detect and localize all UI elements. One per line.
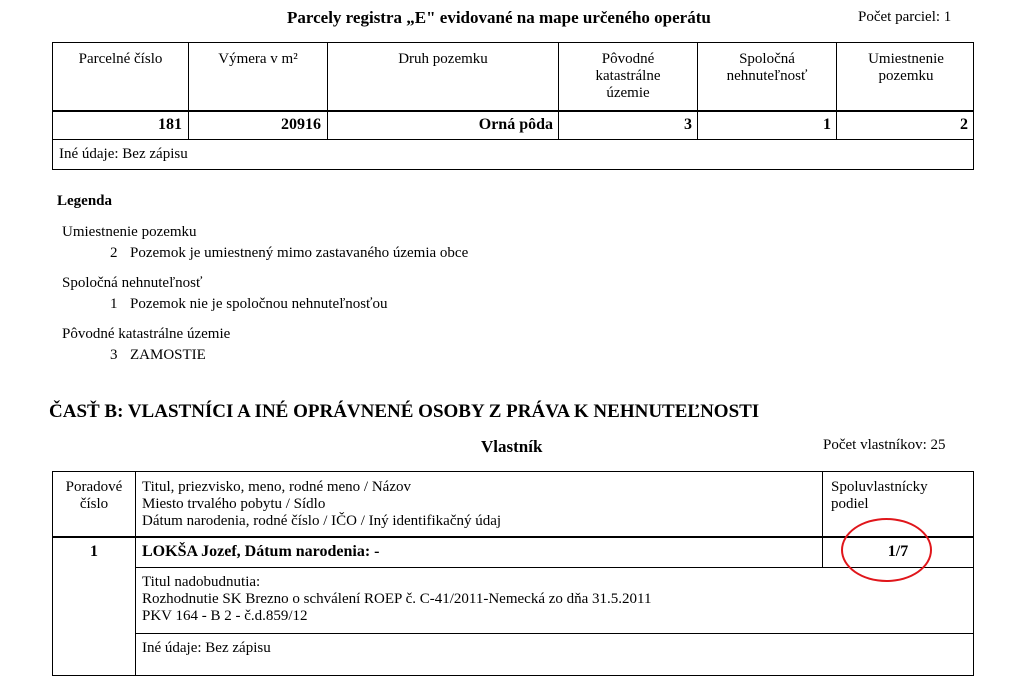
legend-title: Legenda xyxy=(57,193,113,209)
legend-label-shared: Spoločná nehnuteľnosť xyxy=(62,275,203,291)
owner-name: LOKŠA Jozef, Dátum narodenia: - xyxy=(142,543,380,560)
header-land-location: Umiestnenie pozemku xyxy=(868,51,944,84)
legend-code-cadastral: 3 xyxy=(110,347,118,363)
header-residence: Miesto trvalého pobytu / Sídlo xyxy=(142,496,326,512)
owner-subtitle: Vlastník xyxy=(481,437,543,456)
header-area: Výmera v m² xyxy=(218,51,298,67)
parcel-count: Počet parciel: 1 xyxy=(858,9,952,25)
legend-text-cadastral: ZAMOSTIE xyxy=(130,347,206,363)
header-parcel-number: Parcelné číslo xyxy=(78,51,163,67)
owner-count: Počet vlastníkov: 25 xyxy=(823,437,946,453)
header-co-ownership-share: Spoluvlastnícky podiel xyxy=(831,479,928,512)
header-shared-property: Spoločná nehnuteľnosť xyxy=(726,51,808,84)
cell-land-location: 2 xyxy=(960,116,968,133)
owner-order-number: 1 xyxy=(90,543,98,560)
legend-code-location: 2 xyxy=(110,245,118,261)
parcels-other-info: Iné údaje: Bez zápisu xyxy=(59,146,188,162)
legend-label-cadastral: Pôvodné katastrálne územie xyxy=(62,326,231,342)
legend-label-location: Umiestnenie pozemku xyxy=(62,224,197,240)
header-land-type: Druh pozemku xyxy=(398,51,488,67)
cell-parcel-number: 181 xyxy=(158,116,182,133)
cell-original-cadastral-area: 3 xyxy=(684,116,692,133)
header-order-number: Poradové číslo xyxy=(65,479,123,512)
legend-text-location: Pozemok je umiestnený mimo zastavaného územia obce xyxy=(130,245,469,261)
legend-text-shared: Pozemok nie je spoločnou nehnuteľnosťou xyxy=(130,296,388,312)
header-name: Titul, priezvisko, meno, rodné meno / Názov xyxy=(142,479,411,495)
owners-header-divider xyxy=(52,536,974,538)
acquisition-decision: Rozhodnutie SK Brezno o schválení ROEP č. C-41/2011-Nemecká zo dňa 31.5.2011 xyxy=(142,591,652,607)
header-original-cadastral-area: Pôvodné katastrálne územie xyxy=(595,51,661,101)
owner-share: 1/7 xyxy=(887,543,909,560)
cell-area: 20916 xyxy=(281,116,321,133)
red-highlight-circle xyxy=(841,518,932,582)
parcels-title: Parcely registra „E" evidované na mape určeného operátu xyxy=(287,8,711,27)
acquisition-title-label: Titul nadobudnutia: xyxy=(142,574,261,590)
owner-other-info: Iné údaje: Bez zápisu xyxy=(142,640,271,656)
parcels-row-divider xyxy=(52,139,974,140)
cell-shared-property: 1 xyxy=(823,116,831,133)
part-b-title: ČASŤ B: VLASTNÍCI A INÉ OPRÁVNENÉ OSOBY Z PRÁVA K NEHNUTEĽNOSTI xyxy=(49,401,760,422)
acquisition-reference: PKV 164 - B 2 - č.d.859/12 xyxy=(142,608,308,624)
legend-code-shared: 1 xyxy=(110,296,118,312)
header-identifier: Dátum narodenia, rodné číslo / IČO / Iný identifikačný údaj xyxy=(142,513,502,529)
cell-land-type: Orná pôda xyxy=(478,116,553,133)
